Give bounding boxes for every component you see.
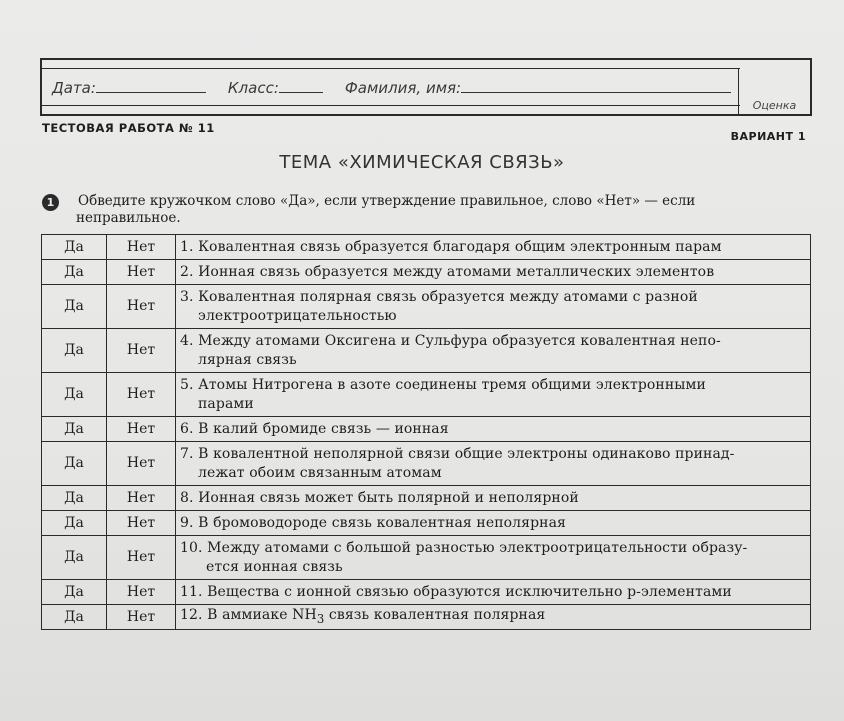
statement-number: 10. bbox=[180, 539, 203, 556]
statement-number: 7. bbox=[180, 445, 194, 462]
table-row bbox=[42, 605, 811, 630]
yes-option[interactable]: Да bbox=[42, 260, 107, 285]
statement-text: Ионная связь может быть полярной и неполярной bbox=[198, 489, 579, 506]
statement-text: В аммиаке NH bbox=[207, 606, 317, 623]
statement-text: В бромоводороде связь ковалентная неполярная bbox=[198, 514, 566, 531]
table-row bbox=[42, 285, 811, 329]
table-row bbox=[42, 486, 811, 511]
statement bbox=[176, 235, 811, 260]
table-row bbox=[42, 536, 811, 580]
table-row bbox=[42, 580, 811, 605]
statement bbox=[176, 511, 811, 536]
no-option[interactable]: Нет bbox=[107, 580, 176, 605]
task-number-badge: 1 bbox=[42, 194, 59, 211]
no-option[interactable]: Нет bbox=[107, 285, 176, 329]
yes-option[interactable]: Да bbox=[42, 580, 107, 605]
statement bbox=[176, 536, 811, 580]
no-option[interactable]: Нет bbox=[107, 442, 176, 486]
statements-table bbox=[41, 234, 811, 630]
yes-option[interactable]: Да bbox=[42, 417, 107, 442]
statement-number: 8. bbox=[180, 489, 194, 506]
statement-text: Вещества с ионной связью образуются исключительно p-элементами bbox=[207, 583, 732, 600]
yes-option[interactable]: Да bbox=[42, 373, 107, 417]
no-option[interactable]: Нет bbox=[107, 536, 176, 580]
statement bbox=[176, 373, 811, 417]
table-row bbox=[42, 260, 811, 285]
statement-number: 2. bbox=[180, 263, 194, 280]
grade-box[interactable] bbox=[738, 68, 810, 114]
table-row bbox=[42, 511, 811, 536]
statement-text-cont: лежат обоим связанным атомам bbox=[198, 464, 442, 481]
class-label: Класс: bbox=[227, 79, 279, 97]
statement-text: Между атомами Оксигена и Сульфура образуется ковалентная непо- bbox=[198, 332, 721, 349]
statement-text: Атомы Нитрогена в азоте соединены тремя общими электронными bbox=[198, 376, 706, 393]
name-blank[interactable] bbox=[461, 78, 731, 93]
grade-label: Оценка bbox=[752, 99, 797, 112]
statement-text: Ионная связь образуется между атомами металлических элементов bbox=[198, 263, 715, 280]
date-blank[interactable] bbox=[96, 78, 206, 93]
statement bbox=[176, 329, 811, 373]
subscript: 3 bbox=[316, 611, 325, 626]
statement-number: 5. bbox=[180, 376, 194, 393]
statement bbox=[176, 580, 811, 605]
yes-option[interactable]: Да bbox=[42, 329, 107, 373]
test-title: ТЕСТОВАЯ РАБОТА № 11 bbox=[42, 121, 215, 135]
no-option[interactable]: Нет bbox=[107, 511, 176, 536]
statement-number: 11. bbox=[180, 583, 203, 600]
statement-text-cont: электроотрицательностью bbox=[198, 307, 397, 324]
statement-text: В ковалентной неполярной связи общие электроны одинаково принад- bbox=[198, 445, 735, 462]
statement-text-cont: лярная связь bbox=[198, 351, 297, 368]
variant-label: ВАРИАНТ 1 bbox=[730, 130, 806, 143]
yes-option[interactable]: Да bbox=[42, 511, 107, 536]
instruction-line-1: Обведите кружочком слово «Да», если утверждение правильное, слово «Нет» — если bbox=[78, 193, 696, 209]
table-row bbox=[42, 329, 811, 373]
statement-text: В калий бромиде связь — ионная bbox=[198, 420, 449, 437]
table-row bbox=[42, 417, 811, 442]
statement bbox=[176, 442, 811, 486]
student-info-box bbox=[40, 58, 812, 116]
name-label: Фамилия, имя: bbox=[344, 79, 462, 97]
statement bbox=[176, 417, 811, 442]
yes-option[interactable]: Да bbox=[42, 486, 107, 511]
header-fields bbox=[52, 78, 742, 97]
statement-text: Между атомами с большой разностью электроотрицательности образу- bbox=[207, 539, 748, 556]
statement-text-cont: ется ионная связь bbox=[206, 558, 343, 575]
statement bbox=[176, 285, 811, 329]
statement bbox=[176, 605, 811, 630]
yes-option[interactable]: Да bbox=[42, 605, 107, 630]
no-option[interactable]: Нет bbox=[107, 235, 176, 260]
task-instruction bbox=[78, 193, 810, 227]
yes-option[interactable]: Да bbox=[42, 235, 107, 260]
statement bbox=[176, 486, 811, 511]
yes-option[interactable]: Да bbox=[42, 285, 107, 329]
yes-option[interactable]: Да bbox=[42, 442, 107, 486]
no-option[interactable]: Нет bbox=[107, 486, 176, 511]
statement-text-cont: парами bbox=[198, 395, 254, 412]
date-label: Дата: bbox=[52, 79, 96, 97]
table-row bbox=[42, 235, 811, 260]
statement-number: 9. bbox=[180, 514, 194, 531]
yes-option[interactable]: Да bbox=[42, 536, 107, 580]
no-option[interactable]: Нет bbox=[107, 260, 176, 285]
statement-text: Ковалентная полярная связь образуется между атомами с разной bbox=[198, 288, 698, 305]
no-option[interactable]: Нет bbox=[107, 373, 176, 417]
statement-number: 4. bbox=[180, 332, 194, 349]
statement-number: 12. bbox=[180, 606, 203, 623]
statement-number: 6. bbox=[180, 420, 194, 437]
instruction-line-2: неправильное. bbox=[76, 210, 181, 226]
class-blank[interactable] bbox=[279, 78, 323, 93]
topic-heading: ТЕМА «ХИМИЧЕСКАЯ СВЯЗЬ» bbox=[279, 152, 565, 173]
statement-number: 3. bbox=[180, 288, 194, 305]
statement-number: 1. bbox=[180, 238, 194, 255]
no-option[interactable]: Нет bbox=[107, 329, 176, 373]
no-option[interactable]: Нет bbox=[107, 417, 176, 442]
no-option[interactable]: Нет bbox=[107, 605, 176, 630]
statement-text-rest: связь ковалентная полярная bbox=[324, 606, 546, 623]
table-row bbox=[42, 373, 811, 417]
statement-text: Ковалентная связь образуется благодаря общим электронным парам bbox=[198, 238, 722, 255]
statement bbox=[176, 260, 811, 285]
table-row bbox=[42, 442, 811, 486]
